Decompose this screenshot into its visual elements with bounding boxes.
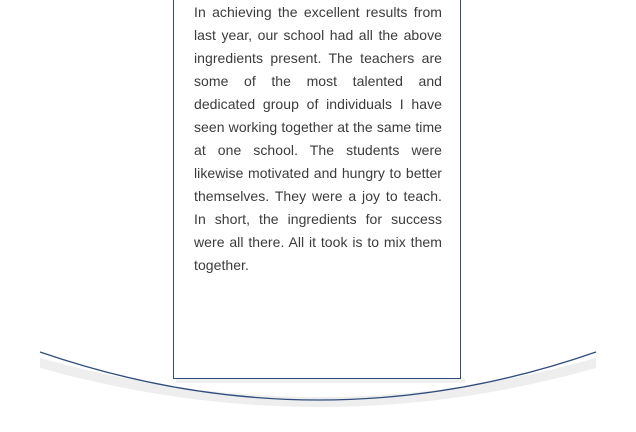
article-body-text: In achieving the excellent results from last year, our school had all the above ingredients present. The teachers are some of the most talented and dedicated group of individuals I have seen working together at the same time at one school. The students were likewise motivated and hungry to better themselves. They were a joy to teach. In short, the ingredients for success were all there. All it took is to mix them together. <box>194 4 442 273</box>
article-panel <box>173 0 461 379</box>
